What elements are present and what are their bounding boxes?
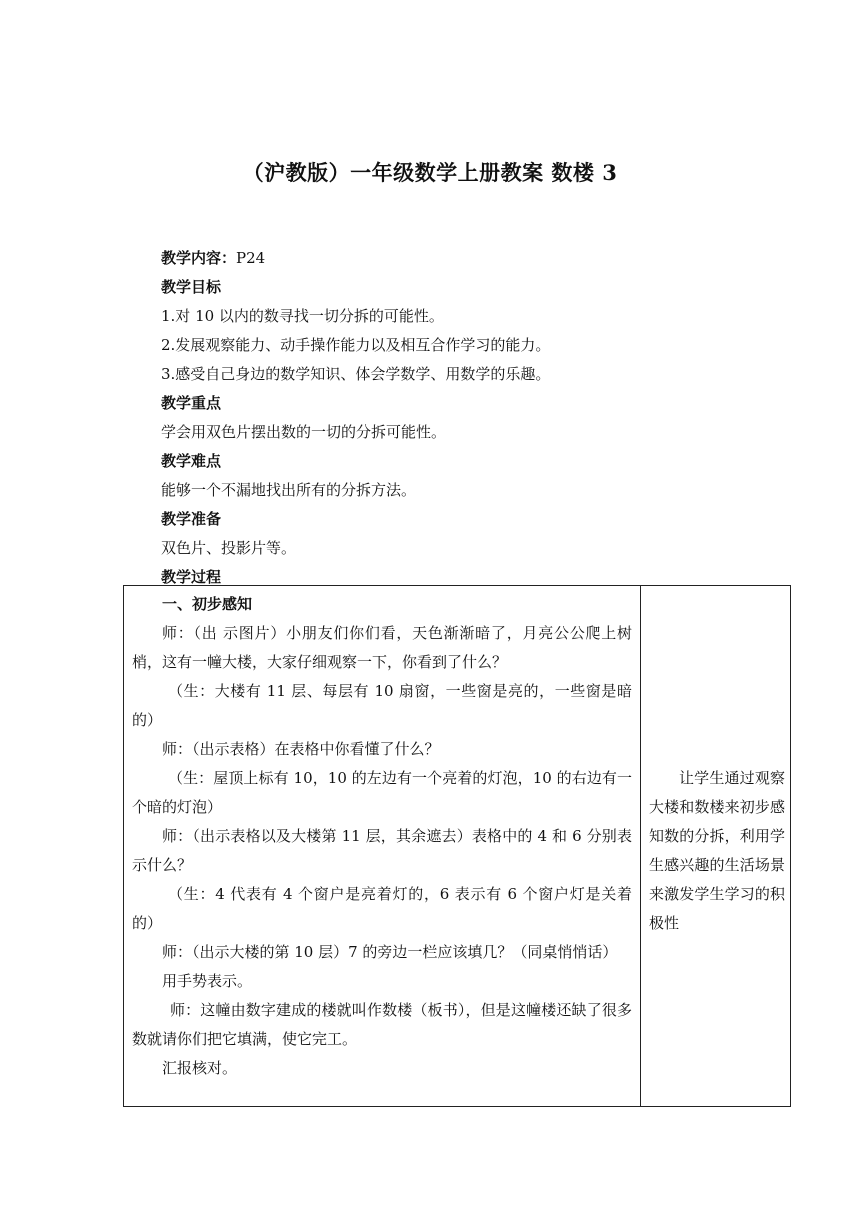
process-paragraph: （生：屋顶上标有 10，10 的左边有一个亮着的灯泡，10 的右边有一个暗的灯泡） [132,769,632,816]
objective-item: 3.感受自己身边的数学知识、体会学数学、用数学的乐趣。 [161,365,551,383]
lesson-overview [161,244,701,592]
column-divider [640,586,641,1106]
design-note-cell: 让学生通过观察大楼和数楼来初步感知数的分拆，利用学生感兴趣的生活场景来激发学生学习的积极性 [649,769,785,932]
process-paragraph: 师：（出示表格以及大楼第 11 层，其余遮去）表格中的 4 和 6 分别表示什么？ [132,827,632,874]
difficulty-heading: 教学难点 [161,452,222,470]
process-heading: 教学过程 [161,568,222,586]
preparation-text: 双色片、投影片等。 [161,539,297,557]
section-title: 一、初步感知 [162,595,253,613]
process-paragraph: 师：（出 示图片）小朋友们你们看，天色渐渐暗了，月亮公公爬上树梢，这有一幢大楼，大家仔细观察一下，你看到了什么？ [132,624,632,671]
key-text: 学会用双色片摆出数的一切的分拆可能性。 [161,423,447,441]
key-heading: 教学重点 [161,394,222,412]
process-paragraph: （生：4 代表有 4 个窗户是亮着灯的，6 表示有 6 个窗户灯是关着的） [132,885,632,932]
difficulty-text: 能够一个不漏地找出所有的分拆方法。 [161,481,417,499]
process-paragraph: 用手势表示。 [162,972,253,990]
process-table [123,585,791,1107]
content-line [161,244,701,273]
process-paragraph: （生：大楼有 11 层、每层有 10 扇窗，一些窗是亮的，一些窗是暗的） [132,682,632,729]
preparation-heading: 教学准备 [161,510,222,528]
process-paragraph: 师：（出示大楼的第 10 层）7 的旁边一栏应该填几？（同桌悄悄话） [162,943,618,961]
process-content-cell [132,590,632,1083]
process-paragraph: 师：（出示表格）在表格中你看懂了什么？ [162,740,440,758]
document-title: （沪教版）一年级数学上册教案 数楼 3 [242,160,618,185]
content-label: 教学内容： [161,249,237,267]
process-paragraph: 汇报核对。 [162,1059,238,1077]
process-paragraph: 师：这幢由数字建成的楼就叫作数楼（板书），但是这幢楼还缺了很多数就请你们把它填满，使它完工。 [132,1001,632,1048]
content-value: P24 [236,249,266,267]
objectives-heading: 教学目标 [161,278,222,296]
objective-item: 1.对 10 以内的数寻找一切分拆的可能性。 [161,307,444,325]
objective-item: 2.发展观察能力、动手操作能力以及相互合作学习的能力。 [161,336,551,354]
